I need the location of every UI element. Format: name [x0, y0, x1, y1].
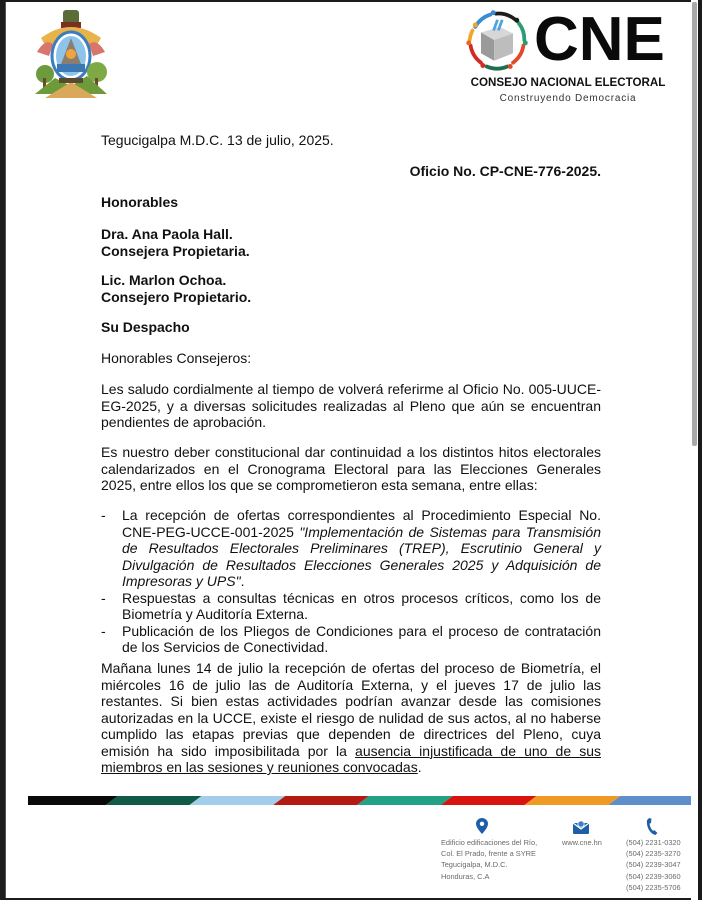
- scrollbar-thumb[interactable]: [692, 2, 697, 446]
- list-item: [101, 590, 601, 623]
- recipient-name: Lic. Marlon Ochoa.: [101, 272, 227, 288]
- reference-number: Oficio No. CP-CNE-776-2025.: [409, 163, 601, 179]
- stripe-segment: [273, 796, 369, 805]
- cne-logo: [458, 6, 678, 106]
- bullet-dash: -: [101, 622, 106, 639]
- address-line: Col. El Prado, frente a SYRE: [441, 849, 536, 859]
- footer-website[interactable]: www.cne.hn: [562, 838, 602, 847]
- greeting: Honorables Consejeros:: [101, 350, 252, 366]
- cne-wordmark: CNE: [534, 5, 665, 74]
- list-item: [101, 507, 601, 590]
- address-line: Tegucigalpa, M.D.C.: [441, 860, 508, 870]
- procedure-title: "Implementación de Sistemas para Transmisión de Resultados Electorales Preliminares (TREP), Escrutinio General y Divulgación de Resultados Elecciones Generales 2025 y Adquisición de Impresoras y UPS": [122, 523, 601, 589]
- stripe-segment: [525, 796, 621, 805]
- stripe-segment: [28, 796, 118, 805]
- envelope-icon: [573, 820, 589, 834]
- window-edge: [698, 0, 702, 900]
- paragraph-3: [101, 660, 601, 776]
- stripe-segment: [190, 796, 286, 805]
- paragraph-3-text: Mañana lunes 14 de julio la recepción de ofertas del proceso de Biometría, el miércoles 16 de julio las de Auditoría Externa, y el jueves 17 de julio las restantes. Si bien estas actividades podrían avanzar desde las comisiones autorizadas en la UCCE, existe el riesgo de nulidad de sus actos, al no haberse cumplido las etapas previas que dependen de directrices del Pleno, cuya emisión ha sido imposibilitada por la: [101, 660, 601, 759]
- office-line: Su Despacho: [101, 319, 190, 335]
- list-item-text: La recepción de ofertas correspondientes al Procedimiento Especial No. CNE-PEG-UCCE-001-2025: [122, 507, 601, 540]
- list-item: [101, 623, 601, 656]
- recipient-2: [101, 272, 601, 305]
- recipient-title: Consejero Propietario.: [101, 288, 252, 305]
- list-item-text: Respuestas a consultas técnicas en otros procesos críticos, como los de Biometría y Auditoría Externa.: [122, 589, 601, 622]
- paragraph-2: Es nuestro deber constitucional dar continuidad a los distintos hitos electorales calendarizados en el Cronograma Electoral para las Elecciones Generales 2025, entre ellos los que se comprometieron esta semana, entre ellas:: [101, 444, 601, 493]
- map-pin-icon: [476, 818, 488, 834]
- address-line: Honduras, C.A: [441, 871, 490, 881]
- stripe-segment: [106, 796, 202, 805]
- footer-address: [441, 837, 537, 882]
- recipient-1: [101, 226, 601, 259]
- recipient-title: Consejera Propietaria.: [101, 242, 250, 259]
- bullet-dash: -: [101, 507, 106, 523]
- stripe-segment: [441, 796, 537, 805]
- bullet-dash: -: [101, 589, 106, 606]
- phone-number: (504) 2239-3047: [626, 860, 681, 870]
- phone-icon: [646, 818, 658, 835]
- paragraph-1: Les saludo cordialmente al tiempo de volverá referirme al Oficio No. 005-UUCE-EG-2025, y a diversas solicitudes realizadas al Pleno que aún se encuentran pendientes de aprobación.: [101, 381, 601, 430]
- footer-phones: [626, 837, 681, 893]
- salutation-heading: Honorables: [101, 194, 179, 210]
- recipient-name: Dra. Ana Paola Hall.: [101, 226, 233, 242]
- phone-number: (504) 2239-3060: [626, 871, 681, 881]
- phone-number: (504) 2235-3270: [626, 849, 681, 859]
- list-item-end: .: [240, 573, 245, 589]
- org-name: CONSEJO NACIONAL ELECTORAL: [470, 76, 666, 89]
- milestone-list: [101, 507, 601, 656]
- address-line: Edificio edificaciones del Río,: [441, 838, 538, 847]
- phone-number: (504) 2235-5706: [626, 882, 681, 892]
- stripe-segment: [357, 796, 453, 805]
- ballot-box-icon: [464, 8, 530, 74]
- org-tagline: Construyendo Democracia: [499, 93, 637, 104]
- phone-number: (504) 2231-0320: [626, 838, 681, 847]
- underlined-statement: ausencia injustificada de uno de sus miembros en las sesiones y reuniones convocadas: [101, 742, 601, 775]
- coat-of-arms-icon: [31, 8, 111, 100]
- color-stripe: [28, 796, 698, 805]
- list-item-text: Publicación de los Pliegos de Condiciones para el proceso de contratación de los Servicios de Conectividad.: [122, 622, 601, 655]
- stripe-segment: [608, 796, 698, 805]
- place-date: Tegucigalpa M.D.C. 13 de julio, 2025.: [101, 132, 334, 148]
- paragraph-3-end: .: [417, 759, 422, 775]
